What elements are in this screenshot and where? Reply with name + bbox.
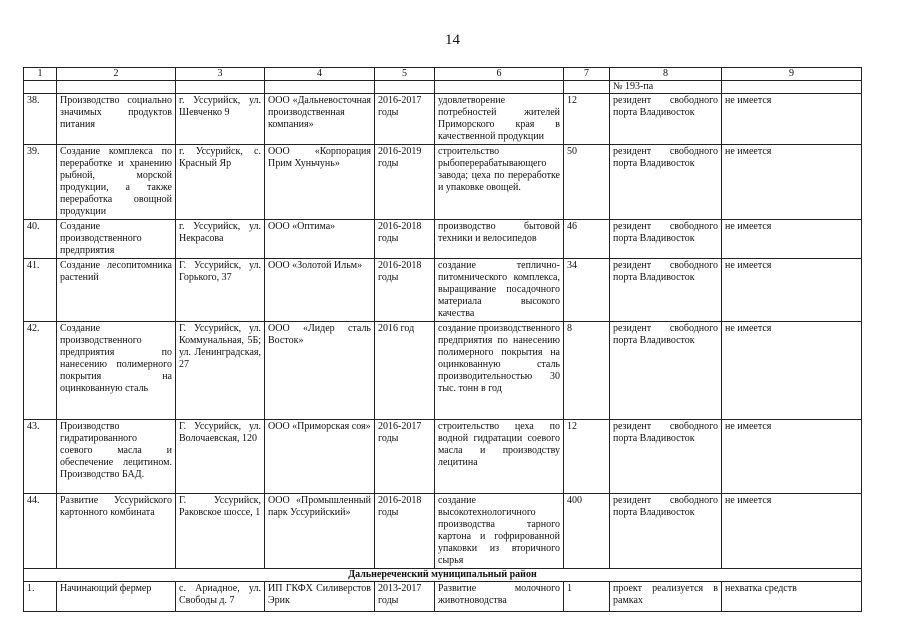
projects-table xyxy=(23,67,862,612)
cell-company: ИП ГКФХ Силиверстов Эрик xyxy=(265,582,375,612)
empty-cell xyxy=(564,81,610,94)
cell-status: резидент свободного порта Владивосток xyxy=(610,259,722,322)
cell-jobs: 12 xyxy=(564,94,610,145)
cell-address: г. Уссурийск, ул. Некрасова xyxy=(176,220,265,259)
empty-cell xyxy=(265,81,375,94)
cell-company: ООО «Дальневосточная производственная компания» xyxy=(265,94,375,145)
cell-address: Г. Уссурийск, Раковское шоссе, 1 xyxy=(176,494,265,569)
cell-purpose: Развитие молочного животноводства xyxy=(435,582,564,612)
empty-cell xyxy=(24,81,57,94)
column-number-9: 9 xyxy=(722,68,862,81)
cell-period: 2016 год xyxy=(375,322,435,420)
cell-status: резидент свободного порта Владивосток xyxy=(610,494,722,569)
cell-num: 42. xyxy=(24,322,57,420)
cell-jobs: 8 xyxy=(564,322,610,420)
cell-num: 1. xyxy=(24,582,57,612)
cell-company: ООО «Лидер сталь Восток» xyxy=(265,322,375,420)
cell-purpose: производство бытовой техники и велосипедов xyxy=(435,220,564,259)
cell-problems: не имеется xyxy=(722,420,862,494)
column-number-5: 5 xyxy=(375,68,435,81)
decree-number: № 193-па xyxy=(610,81,722,94)
cell-purpose: создание теплично-питомнического комплекса, выращивание посадочного материала высокого качества xyxy=(435,259,564,322)
cell-address: г. Уссурийск, с. Красный Яр xyxy=(176,145,265,220)
cell-problems: не имеется xyxy=(722,259,862,322)
cell-problems: не имеется xyxy=(722,145,862,220)
cell-period: 2016-2017 годы xyxy=(375,94,435,145)
cell-problems: нехватка средств xyxy=(722,582,862,612)
cell-company: ООО «Промышленный парк Уссурийский» xyxy=(265,494,375,569)
header-row xyxy=(24,68,862,81)
column-number-6: 6 xyxy=(435,68,564,81)
column-number-2: 2 xyxy=(57,68,176,81)
cell-status: проект реализуется в рамках xyxy=(610,582,722,612)
table-row xyxy=(24,259,862,322)
column-number-3: 3 xyxy=(176,68,265,81)
cell-name: Развитие Уссурийского картонного комбината xyxy=(57,494,176,569)
cell-company: ООО «Оптима» xyxy=(265,220,375,259)
cell-name: Создание производственного предприятия xyxy=(57,220,176,259)
cell-address: г. Уссурийск, ул. Шевченко 9 xyxy=(176,94,265,145)
empty-cell xyxy=(375,81,435,94)
section-title: Дальнереченский муниципальный район xyxy=(24,569,862,582)
cell-company: ООО «Золотой Ильм» xyxy=(265,259,375,322)
cell-status: резидент свободного порта Владивосток xyxy=(610,420,722,494)
cell-address: Г. Уссурийск, ул. Волочаевская, 120 xyxy=(176,420,265,494)
cell-problems: не имеется xyxy=(722,94,862,145)
table-row xyxy=(24,145,862,220)
cell-purpose: строительство цеха по водной гидратации соевого масла и производству лецитина xyxy=(435,420,564,494)
column-number-8: 8 xyxy=(610,68,722,81)
cell-status: резидент свободного порта Владивосток xyxy=(610,145,722,220)
decree-row xyxy=(24,81,862,94)
cell-jobs: 12 xyxy=(564,420,610,494)
cell-purpose: удовлетворение потребностей жителей Приморского края в качественной продукции xyxy=(435,94,564,145)
cell-name: Производство социально значимых продуктов питания xyxy=(57,94,176,145)
section-row xyxy=(24,569,862,582)
cell-num: 40. xyxy=(24,220,57,259)
cell-name: Создание лесопитомника растений xyxy=(57,259,176,322)
table-row xyxy=(24,494,862,569)
cell-num: 38. xyxy=(24,94,57,145)
cell-period: 2016-2017 годы xyxy=(375,420,435,494)
column-number-7: 7 xyxy=(564,68,610,81)
cell-jobs: 34 xyxy=(564,259,610,322)
table-row xyxy=(24,582,862,612)
cell-name: Создание производственного предприятия по нанесению полимерного покрытия на оцинкованную сталь xyxy=(57,322,176,420)
cell-company: ООО «Корпорация Прим Хуньчунь» xyxy=(265,145,375,220)
cell-jobs: 50 xyxy=(564,145,610,220)
cell-purpose: создание высокотехнологичного производства тарного картона и гофрированной упаковки из вторичного сырья xyxy=(435,494,564,569)
cell-jobs: 46 xyxy=(564,220,610,259)
table-row xyxy=(24,220,862,259)
cell-period: 2016-2018 годы xyxy=(375,259,435,322)
cell-name: Начинающий фермер xyxy=(57,582,176,612)
cell-status: резидент свободного порта Владивосток xyxy=(610,94,722,145)
cell-num: 41. xyxy=(24,259,57,322)
page-number: 14 xyxy=(445,32,460,48)
cell-name: Производство гидратированного соевого масла и обеспечение лецитином. Производство БАД. xyxy=(57,420,176,494)
cell-period: 2013-2017 годы xyxy=(375,582,435,612)
empty-cell xyxy=(435,81,564,94)
cell-purpose: создание производственного предприятия по нанесению полимерного покрытия на оцинкованную сталь производительностью 30 тыс. тонн в год xyxy=(435,322,564,420)
cell-num: 44. xyxy=(24,494,57,569)
cell-company: ООО «Приморская соя» xyxy=(265,420,375,494)
cell-period: 2016-2018 годы xyxy=(375,220,435,259)
empty-cell xyxy=(722,81,862,94)
cell-jobs: 1 xyxy=(564,582,610,612)
cell-jobs: 400 xyxy=(564,494,610,569)
table-row xyxy=(24,94,862,145)
empty-cell xyxy=(176,81,265,94)
cell-problems: не имеется xyxy=(722,322,862,420)
column-number-1: 1 xyxy=(24,68,57,81)
cell-status: резидент свободного порта Владивосток xyxy=(610,322,722,420)
cell-problems: не имеется xyxy=(722,494,862,569)
table-row xyxy=(24,420,862,494)
cell-num: 43. xyxy=(24,420,57,494)
cell-purpose: строительство рыбоперерабатывающего завода; цеха по переработке и упаковке овощей. xyxy=(435,145,564,220)
cell-address: Г. Уссурийск, ул. Коммунальная, 5Б; ул. Ленинградская, 27 xyxy=(176,322,265,420)
column-number-4: 4 xyxy=(265,68,375,81)
empty-cell xyxy=(57,81,176,94)
cell-address: с. Ариадное, ул. Свободы д. 7 xyxy=(176,582,265,612)
table-row xyxy=(24,322,862,420)
cell-name: Создание комплекса по переработке и хранению рыбной, морской продукции, а также переработка овощной продукции xyxy=(57,145,176,220)
cell-period: 2016-2018 годы xyxy=(375,494,435,569)
cell-address: Г. Уссурийск, ул. Горького, 37 xyxy=(176,259,265,322)
cell-status: резидент свободного порта Владивосток xyxy=(610,220,722,259)
cell-period: 2016-2019 годы xyxy=(375,145,435,220)
cell-problems: не имеется xyxy=(722,220,862,259)
cell-num: 39. xyxy=(24,145,57,220)
